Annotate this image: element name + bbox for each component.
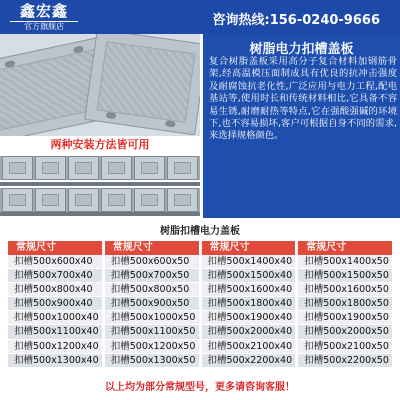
product-info-box: [203, 34, 400, 218]
size-cell: 扣槽500x1300x50: [105, 354, 199, 368]
size-cell: 扣槽500x1000x40: [8, 311, 102, 325]
install-example-strip: [0, 156, 200, 180]
product-photo: [0, 34, 200, 136]
trough-rail: [0, 182, 200, 186]
install-example-strip: [0, 188, 200, 212]
size-cell: 扣槽500x600x40: [8, 255, 102, 269]
size-column: [105, 241, 199, 368]
info-title: 树脂电力扣槽盖板: [249, 42, 354, 57]
size-cell: 扣槽500x1200x50: [105, 340, 199, 354]
cover-panel-image: [84, 34, 200, 135]
size-cell: 扣槽500x1500x40: [202, 269, 296, 283]
size-column: [202, 241, 296, 368]
table-title: 树脂扣槽电力盖板: [160, 226, 240, 237]
size-cell: 扣槽500x1800x40: [202, 297, 296, 311]
size-cell: 扣槽500x1400x40: [202, 255, 296, 269]
size-cell: 扣槽500x600x50: [105, 255, 199, 269]
size-cell: 扣槽500x1800x50: [298, 297, 392, 311]
size-cell: 扣槽500x1100x40: [8, 325, 102, 339]
size-cell: 扣槽500x700x40: [8, 269, 102, 283]
size-column: [298, 241, 392, 368]
size-cell: 扣槽500x900x40: [8, 297, 102, 311]
size-cell: 扣槽500x1900x40: [202, 311, 296, 325]
size-cell: 扣槽500x900x50: [105, 297, 199, 311]
size-cell: 扣槽500x2200x50: [298, 354, 392, 368]
size-cell: 扣槽500x1200x40: [8, 340, 102, 354]
size-cell: 扣槽500x1100x50: [105, 325, 199, 339]
info-description: 复合树脂盖板采用高分子复合材料加钢筋骨架,经高温模压面制成具有优良的抗冲击强度及耐腐蚀抗老化性,广泛应用与电力工程,配电基站等,使用时长和传统材料相比,它具备不容易生锈,耐磨耐热等特点,它在强酸强碱的环境下,也不容易损坏,客户可根据自身不同的需求,来选择规格颜色。: [209, 56, 397, 142]
size-table: [8, 225, 392, 375]
size-cell: 扣槽500x1600x40: [202, 283, 296, 297]
header-bar: [0, 0, 400, 34]
column-header: 常规尺寸: [8, 241, 102, 255]
size-cell: 扣槽500x2100x40: [202, 340, 296, 354]
size-cell: 扣槽500x1900x50: [298, 311, 392, 325]
column-header: 常规尺寸: [105, 241, 199, 255]
size-cell: 扣槽500x2000x50: [298, 325, 392, 339]
logo-subtitle: 官方旗舰店: [10, 21, 78, 31]
trough-rail: [0, 212, 200, 216]
size-cell: 扣槽500x2200x40: [202, 354, 296, 368]
size-cell: 扣槽500x1000x50: [105, 311, 199, 325]
brand-logo[interactable]: [10, 2, 78, 30]
column-header: 常规尺寸: [202, 241, 296, 255]
size-columns: [8, 241, 392, 368]
size-cell: 扣槽500x1500x50: [298, 269, 392, 283]
size-column: [8, 241, 102, 368]
logo-text: 鑫宏鑫: [19, 2, 68, 20]
size-cell: 扣槽500x2100x50: [298, 340, 392, 354]
size-cell: 扣槽500x1600x50: [298, 283, 392, 297]
size-cell: 扣槽500x2000x40: [202, 325, 296, 339]
size-cell: 扣槽500x1300x40: [8, 354, 102, 368]
footer-note: 以上均为部分常规型号，更多请咨询客服！: [105, 382, 295, 393]
install-methods-label: 两种安装方法皆可用: [0, 136, 200, 154]
hotline-text[interactable]: 咨询热线:156-0240-9666: [212, 13, 380, 28]
size-cell: 扣槽500x1400x50: [298, 255, 392, 269]
size-cell: 扣槽500x800x40: [8, 283, 102, 297]
size-cell: 扣槽500x800x50: [105, 283, 199, 297]
column-header: 常规尺寸: [298, 241, 392, 255]
size-cell: 扣槽500x700x50: [105, 269, 199, 283]
